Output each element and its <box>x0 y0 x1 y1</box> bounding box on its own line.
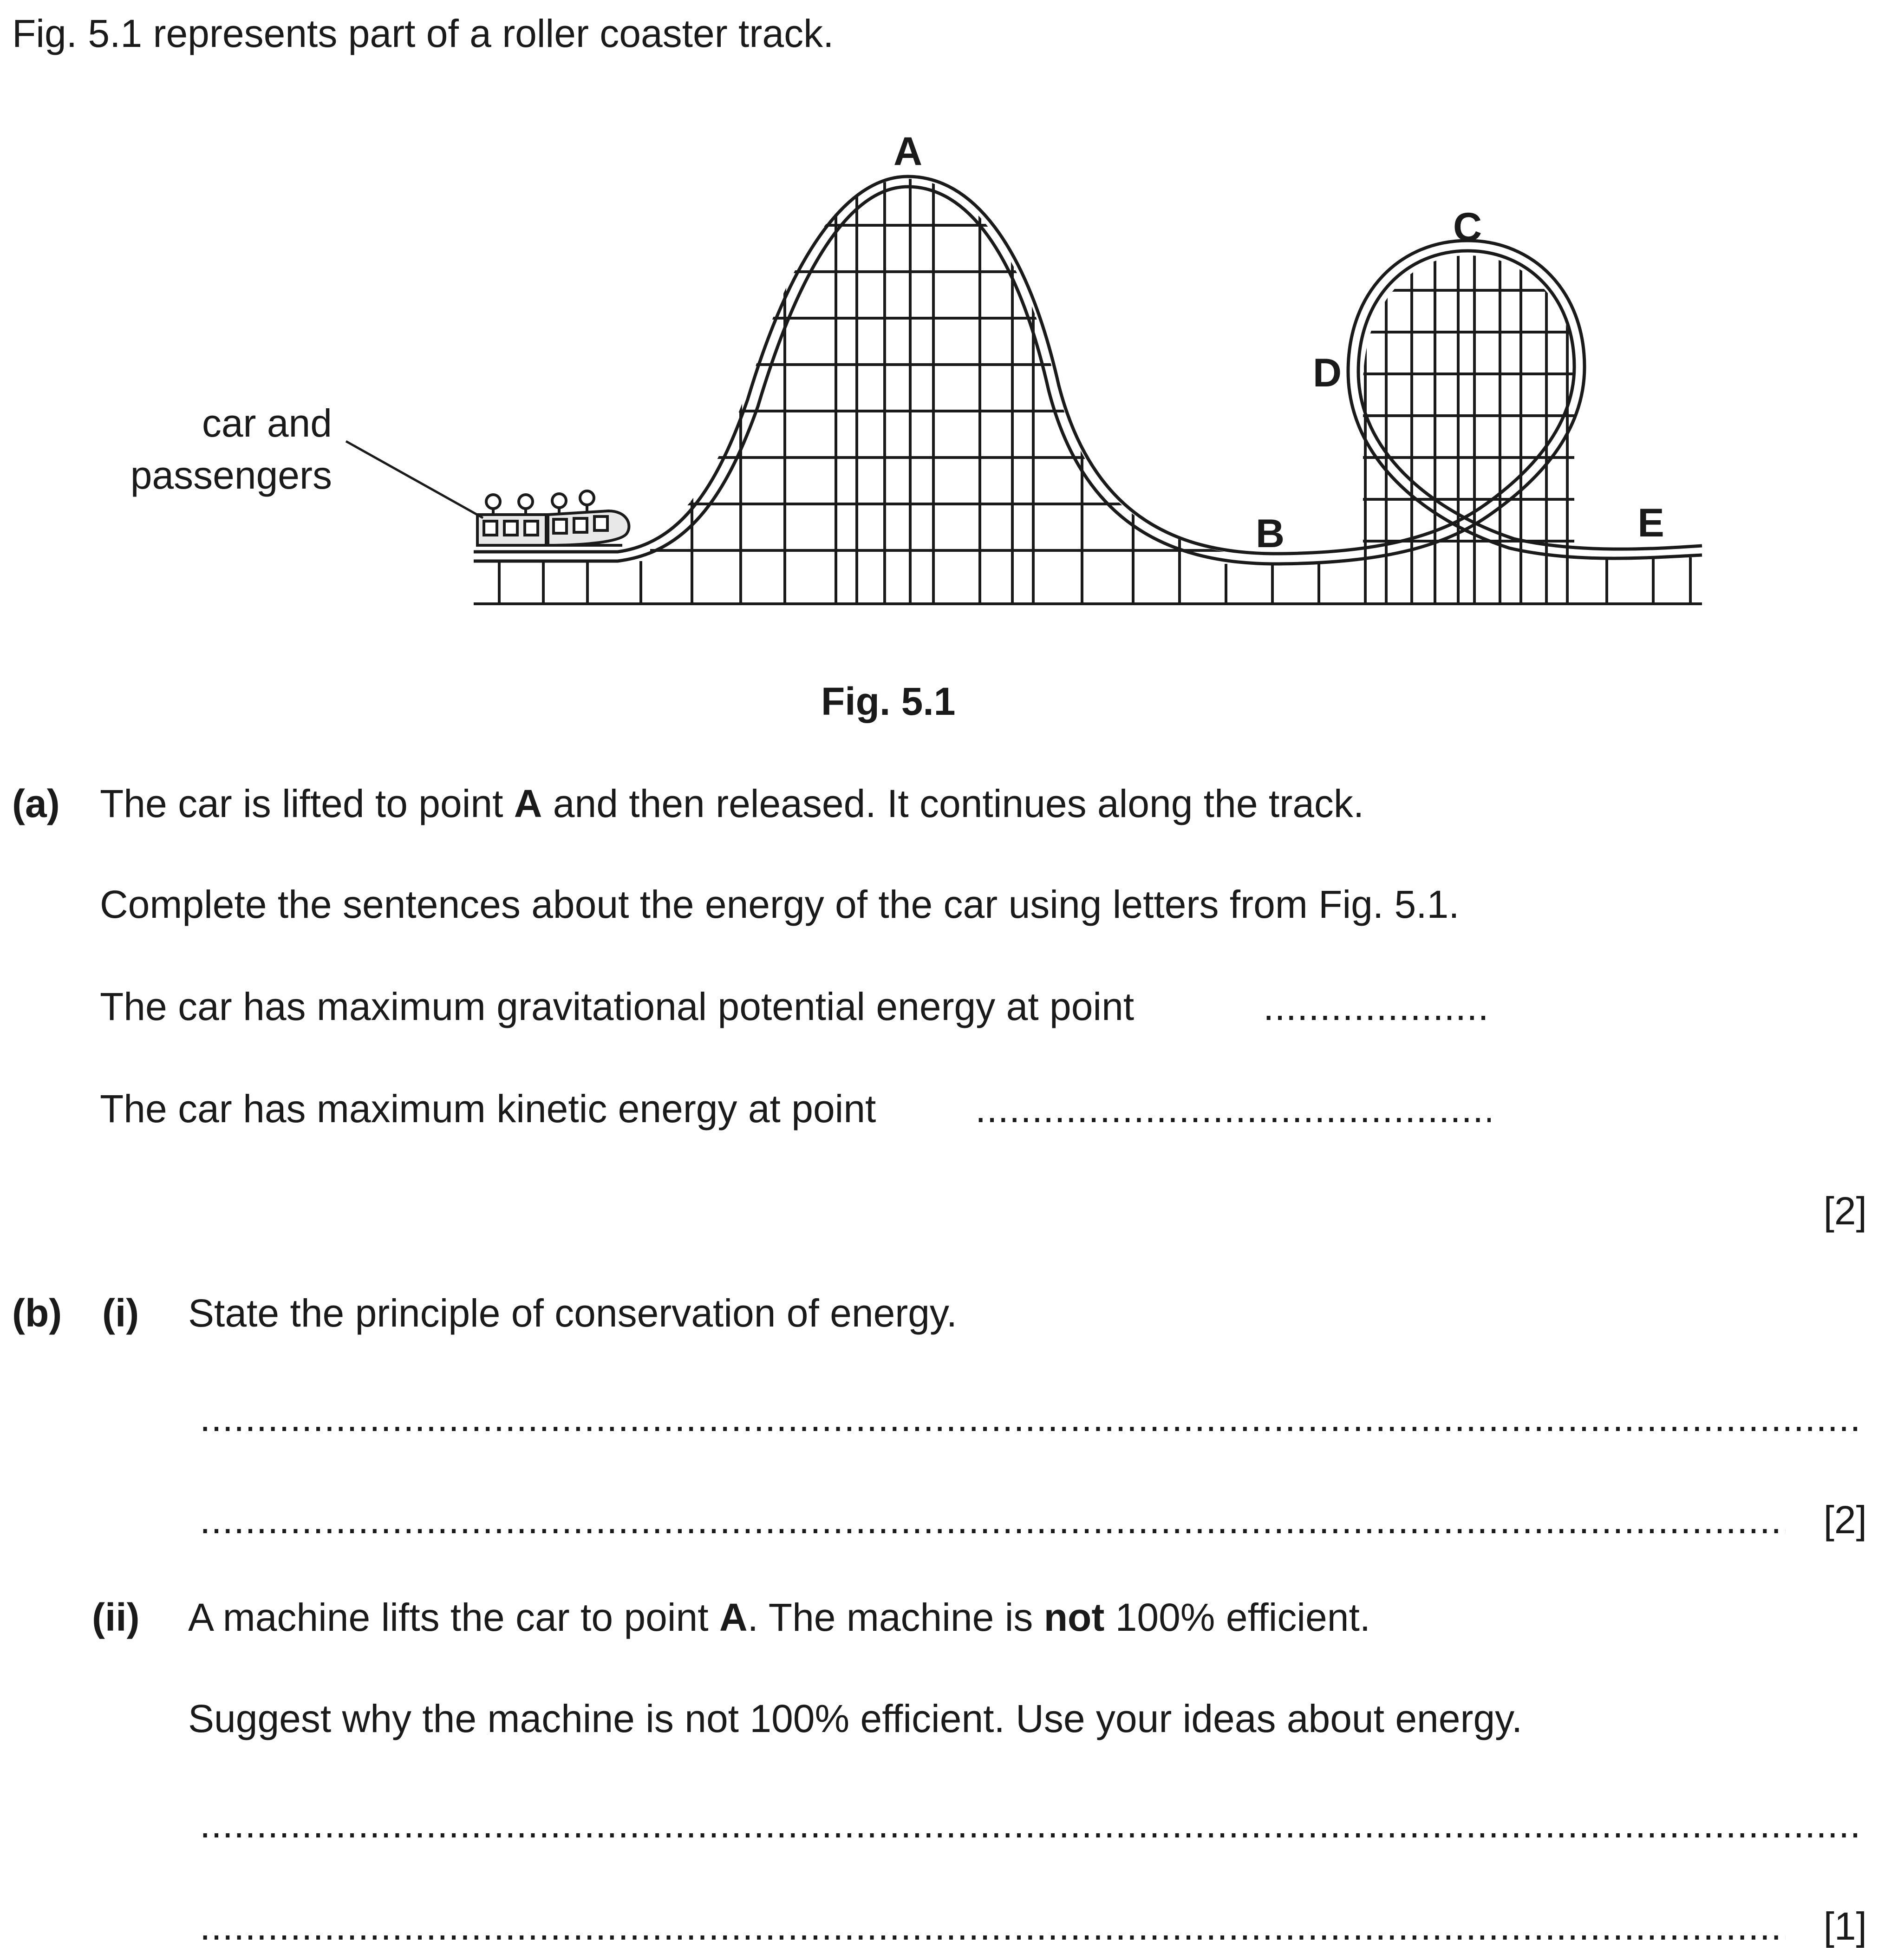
hill-lattice <box>650 139 1272 604</box>
label-e: E <box>1637 501 1664 545</box>
answer-dots-bi-2[interactable] <box>200 1500 1786 1539</box>
answer-dots-ke[interactable] <box>975 1089 1491 1128</box>
part-a-marks: [2] <box>1823 1189 1867 1233</box>
intro-text: Fig. 5.1 represents part of a roller coaster track. <box>12 12 834 55</box>
part-b-ii-label: (ii) <box>92 1595 140 1639</box>
part-a-line1: The car is lifted to point A and then released. It continues along the track. <box>100 782 1364 825</box>
label-d: D <box>1312 351 1342 395</box>
part-b-i-marks: [2] <box>1823 1498 1867 1542</box>
label-a: A <box>893 129 923 174</box>
part-a-instruction: Complete the sentences about the energy of the car using letters from Fig. 5.1. <box>100 882 1460 926</box>
part-b-label: (b) <box>12 1291 62 1335</box>
answer-dots-bi-1[interactable] <box>200 1398 1860 1437</box>
callout-line-1: car and <box>202 401 332 445</box>
part-b-ii-question: Suggest why the machine is not 100% efficient. Use your ideas about energy. <box>188 1697 1523 1740</box>
roller-coaster-figure <box>0 0 1904 743</box>
part-b-i-question: State the principle of conservation of energy. <box>188 1291 958 1335</box>
part-a-sentence-1: The car has maximum gravitational potential energy at point <box>100 985 1135 1028</box>
loop-lattice <box>1361 232 1577 604</box>
part-a-label: (a) <box>12 782 60 825</box>
part-a-sentence-2: The car has maximum kinetic energy at point <box>100 1087 876 1131</box>
callout-pointer <box>346 441 483 518</box>
label-c: C <box>1453 205 1482 249</box>
figure-caption: Fig. 5.1 <box>821 680 956 723</box>
part-b-ii-line1: A machine lifts the car to point A. The machine is not 100% efficient. <box>188 1595 1371 1639</box>
answer-dots-bii-2[interactable] <box>200 1907 1786 1946</box>
track-rails <box>474 176 1702 564</box>
answer-dots-gpe[interactable] <box>1263 987 1491 1026</box>
roller-coaster-car <box>477 491 629 545</box>
part-b-i-label: (i) <box>102 1291 139 1335</box>
support-posts <box>499 557 1690 604</box>
callout-line-2: passengers <box>130 453 332 497</box>
part-b-ii-marks: [1] <box>1823 1904 1867 1948</box>
answer-dots-bii-1[interactable] <box>200 1804 1860 1843</box>
label-b: B <box>1255 511 1285 556</box>
